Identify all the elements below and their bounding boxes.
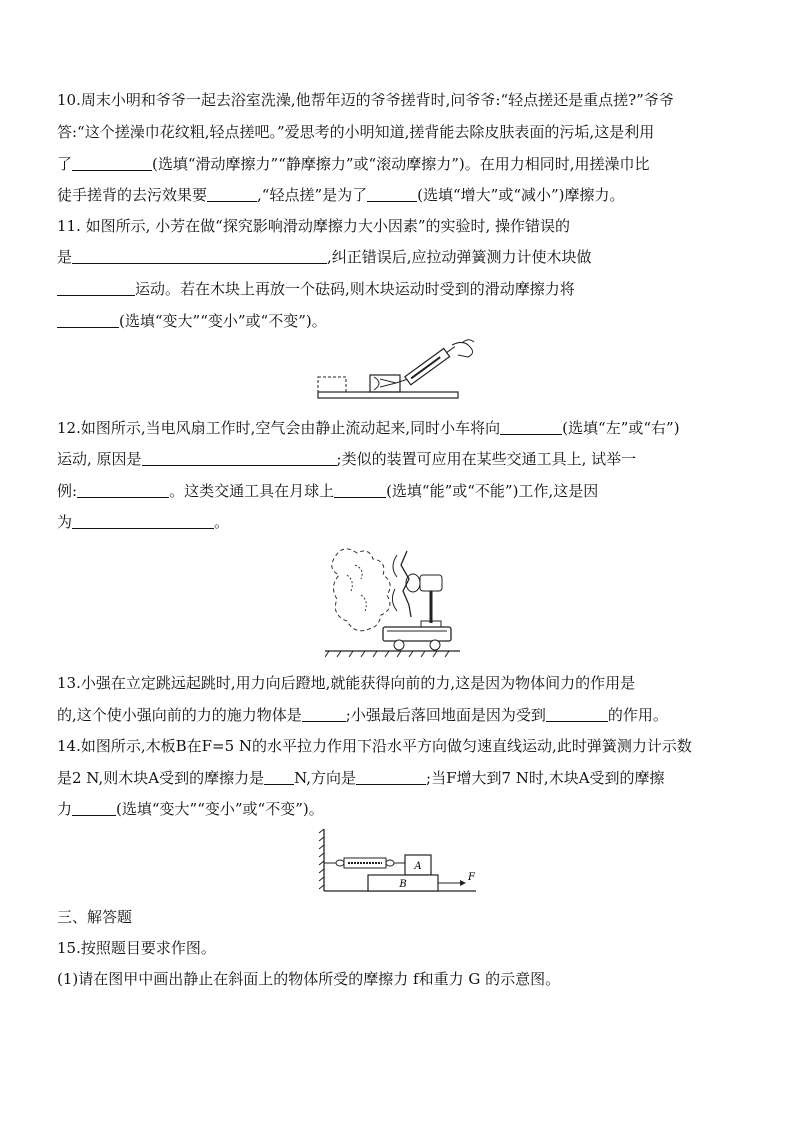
q10-text: (选填“滑动摩擦力”“静摩擦力”或“滚动摩擦力”)。在用力相同时,用搓澡巾比	[152, 155, 650, 173]
q13-text: ;小强最后落回地面是因为受到	[345, 706, 546, 724]
q12-line-3	[57, 481, 598, 501]
q14-text: (选填“变大”“变小”或“不变”)。	[116, 800, 324, 818]
answer-blank[interactable]	[546, 706, 608, 722]
q14-line-1: 14.如图所示,木板B在F=5 N的水平拉力作用下沿水平方向做匀速直线运动,此时弹簧测力计示数	[57, 737, 692, 755]
q12-text: 为	[57, 513, 73, 531]
q12-text: 运动, 原因是	[57, 450, 142, 468]
answer-blank[interactable]	[72, 513, 214, 529]
q13-line-2	[57, 705, 668, 725]
q11-line-1: 11. 如图所示, 小芳在做“探究影响滑动摩擦力大小因素”的实验时, 操作错误的	[57, 217, 571, 235]
q15-line: 15.按照题目要求作图。	[57, 939, 216, 957]
force-f-label: F	[468, 872, 475, 883]
q12-line-4	[57, 512, 229, 532]
answer-blank[interactable]	[264, 769, 294, 785]
q10-text: 徒手搓背的去污效果要	[57, 186, 208, 204]
q10-text: 了	[57, 155, 73, 173]
q12-line-1	[57, 418, 680, 438]
answer-blank[interactable]	[334, 482, 386, 498]
q14-line-2	[57, 768, 665, 788]
answer-blank[interactable]	[77, 482, 169, 498]
q12-text: 。	[214, 513, 230, 531]
answer-blank[interactable]	[72, 248, 327, 264]
answer-blank[interactable]	[72, 155, 152, 171]
answer-blank[interactable]	[57, 312, 119, 328]
q12-figure	[325, 535, 460, 660]
q12-text: 12.如图所示,当电风扇工作时,空气会由静止流动起来,同时小车将向	[57, 419, 501, 437]
q12-text: 例:	[57, 482, 78, 500]
block-a-label: A	[414, 861, 422, 872]
answer-blank[interactable]	[142, 450, 337, 466]
q12-line-2	[57, 449, 636, 469]
q10-line-3	[57, 154, 650, 174]
q12-text: ;类似的装置可应用在某些交通工具上, 试举一	[336, 450, 637, 468]
q14-text: 力	[57, 800, 73, 818]
q13-text: 的,这个使小强向前的力的施力物体是	[57, 706, 302, 724]
q12-text: 。这类交通工具在月球上	[169, 482, 335, 500]
q14-text: ;当F增大到7 N时,木块A受到的摩擦	[426, 769, 665, 787]
q12-text: (选填“能”或“不能”)工作,这是因	[386, 482, 599, 500]
q11-text: ,纠正错误后,应拉动弹簧测力计使木块做	[327, 248, 592, 266]
q12-text: (选填“左”或“右”)	[562, 419, 680, 437]
q11-text: 运动。若在木块上再放一个砝码,则木块运动时受到的滑动摩擦力将	[135, 280, 575, 298]
q11-line-4	[57, 311, 327, 331]
q11-figure	[312, 333, 487, 408]
q14-figure	[318, 825, 478, 897]
answer-blank[interactable]	[207, 186, 257, 202]
q10-text: (选填“增大”或“减小”)摩擦力。	[417, 186, 625, 204]
q10-line-2: 答:“这个搓澡巾花纹粗,轻点搓吧。”爱思考的小明知道,搓背能去除皮肤表面的污垢,这是利用	[57, 123, 655, 141]
q14-text: 是2 N,则木块A受到的摩擦力是	[57, 769, 265, 787]
answer-blank[interactable]	[356, 769, 426, 785]
answer-blank[interactable]	[72, 800, 116, 816]
q11-text: 是	[57, 248, 73, 266]
q11-line-2	[57, 247, 592, 267]
q14-line-3	[57, 799, 324, 819]
board-b-label: B	[399, 879, 407, 890]
q15-1-line: (1)请在图甲中画出静止在斜面上的物体所受的摩擦力 f和重力 G 的示意图。	[57, 970, 561, 988]
answer-blank[interactable]	[367, 186, 417, 202]
q10-line-1: 10.周末小明和爷爷一起去浴室洗澡,他帮年迈的爷爷搓背时,问爷爷:“轻点搓还是重点搓?”爷爷	[57, 91, 674, 109]
q13-text: 的作用。	[607, 706, 668, 724]
q13-line-1: 13.小强在立定跳远起跳时,用力向后蹬地,就能获得向前的力,这是因为物体间力的作用是	[57, 674, 636, 692]
q10-line-4	[57, 185, 625, 205]
answer-blank[interactable]	[302, 706, 346, 722]
answer-blank[interactable]	[57, 280, 135, 296]
answer-blank[interactable]	[500, 419, 562, 435]
section-title: 三、解答题	[57, 908, 133, 926]
q10-text: ,“轻点搓”是为了	[257, 186, 368, 204]
q11-line-3	[57, 279, 575, 299]
q11-text: (选填“变大”“变小”或“不变”)。	[119, 312, 327, 330]
q14-text: N,方向是	[294, 769, 357, 787]
